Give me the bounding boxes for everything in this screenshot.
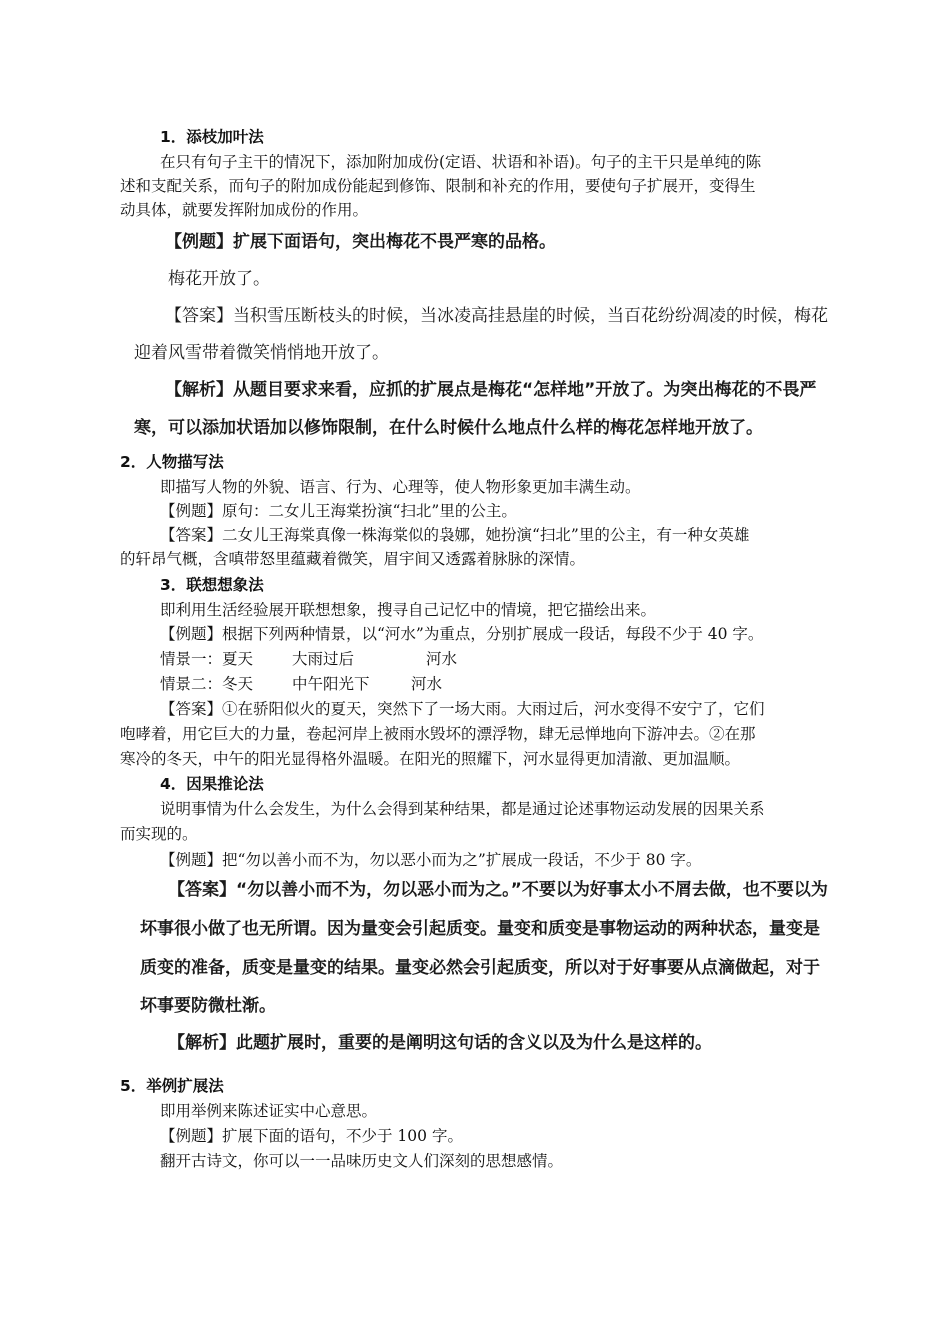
section-5-example-sentence: 翻开古诗文，你可以一一品味历史文人们深刻的思想感情。	[160, 1152, 564, 1170]
section-4-text-line-2: 而实现的。	[120, 825, 198, 843]
scene-2-time: 中午阳光下	[292, 675, 370, 693]
section-3-text-line-1: 即利用生活经验展开联想想象，搜寻自己记忆中的情境，把它描绘出来。	[160, 601, 657, 619]
section-1-text-line-3: 动具体，就要发挥附加成份的作用。	[120, 201, 369, 219]
section-4-answer-line-1: 【答案】“勿以善小而不为，勿以恶小而为之。”不要以为好事太小不屑去做，也不要以为	[168, 880, 828, 900]
section-2-heading: 2．人物描写法	[120, 453, 224, 471]
section-1-example-prompt: 【例题】扩展下面语句，突出梅花不畏严寒的品格。	[165, 232, 556, 252]
section-4-analysis: 【解析】此题扩展时，重要的是阐明这句话的含义以及为什么是这样的。	[168, 1033, 712, 1053]
section-3-heading: 3．联想想象法	[160, 576, 264, 594]
section-3-answer-line-2: 咆哮着，用它巨大的力量，卷起河岸上被雨水毁坏的漂浮物，肆无忌惮地向下游冲去。②在那	[120, 725, 756, 743]
section-1-answer-line-1: 【答案】当积雪压断枝头的时候，当冰凌高挂悬崖的时候，当百花纷纷凋凌的时候，梅花	[165, 306, 828, 326]
section-5-text-line-1: 即用举例来陈述证实中心意思。	[160, 1102, 378, 1120]
section-4-answer-line-4: 坏事要防微杜渐。	[140, 996, 276, 1016]
scene-1-time: 大雨过后	[292, 650, 355, 668]
scene-1-subject: 河水	[426, 650, 458, 668]
section-1-answer-line-2: 迎着风雪带着微笑悄悄地开放了。	[134, 343, 389, 363]
section-2-text-line-1: 即描写人物的外貌、语言、行为、心理等，使人物形象更加丰满生动。	[160, 478, 641, 496]
section-4-text-line-1: 说明事情为什么会发生，为什么会得到某种结果，都是通过论述事物运动发展的因果关系	[160, 800, 765, 818]
scene-2-subject: 河水	[411, 675, 443, 693]
section-3-example: 【例题】根据下列两种情景，以“河水”为重点，分别扩展成一段话，每段不少于 40 字。	[160, 625, 764, 643]
section-1-analysis-line-1: 【解析】从题目要求来看，应抓的扩展点是梅花“怎样地”开放了。为突出梅花的不畏严	[165, 380, 817, 400]
section-5-example: 【例题】扩展下面的语句，不少于 100 字。	[160, 1127, 463, 1145]
section-4-answer-line-3: 质变的准备，质变是量变的结果。量变必然会引起质变，所以对于好事要从点滴做起，对于	[140, 958, 820, 978]
section-2-answer-line-1: 【答案】二女儿王海棠真像一株海棠似的袅娜，她扮演“扫北”里的公主，有一种女英雄	[160, 526, 750, 544]
section-1-analysis-line-2: 寒，可以添加状语加以修饰限制，在什么时候什么地点什么样的梅花怎样地开放了。	[134, 418, 763, 438]
section-1-example-sentence: 梅花开放了。	[168, 269, 270, 289]
section-1-text-line-2: 述和支配关系，而句子的附加成份能起到修饰、限制和补充的作用，要使句子扩展开，变得生	[120, 177, 756, 195]
section-1-heading: 1．添枝加叶法	[160, 128, 264, 146]
section-2-example: 【例题】原句：二女儿王海棠扮演“扫北”里的公主。	[160, 502, 517, 520]
section-3-answer-line-1: 【答案】①在骄阳似火的夏天，突然下了一场大雨。大雨过后，河水变得不安宁了，它们	[160, 700, 765, 718]
section-4-example: 【例题】把“勿以善小而不为，勿以恶小而为之”扩展成一段话，不少于 80 字。	[160, 851, 702, 869]
section-4-answer-line-2: 坏事很小做了也无所谓。因为量变会引起质变。量变和质变是事物运动的两种状态，量变是	[140, 919, 820, 939]
section-2-answer-line-2: 的轩昂气概，含嗔带怒里蕴藏着微笑，眉宇间又透露着脉脉的深情。	[120, 550, 586, 568]
section-1-text-line-1: 在只有句子主干的情况下，添加附加成份(定语、状语和补语)。句子的主干只是单纯的陈	[160, 153, 762, 171]
scene-2-label: 情景二：冬天	[160, 675, 254, 693]
section-4-heading: 4．因果推论法	[160, 775, 264, 793]
section-5-heading: 5．举例扩展法	[120, 1077, 224, 1095]
section-3-answer-line-3: 寒冷的冬天，中午的阳光显得格外温暖。在阳光的照耀下，河水显得更加清澈、更加温顺。	[120, 750, 741, 768]
scene-1-label: 情景一：夏天	[160, 650, 254, 668]
